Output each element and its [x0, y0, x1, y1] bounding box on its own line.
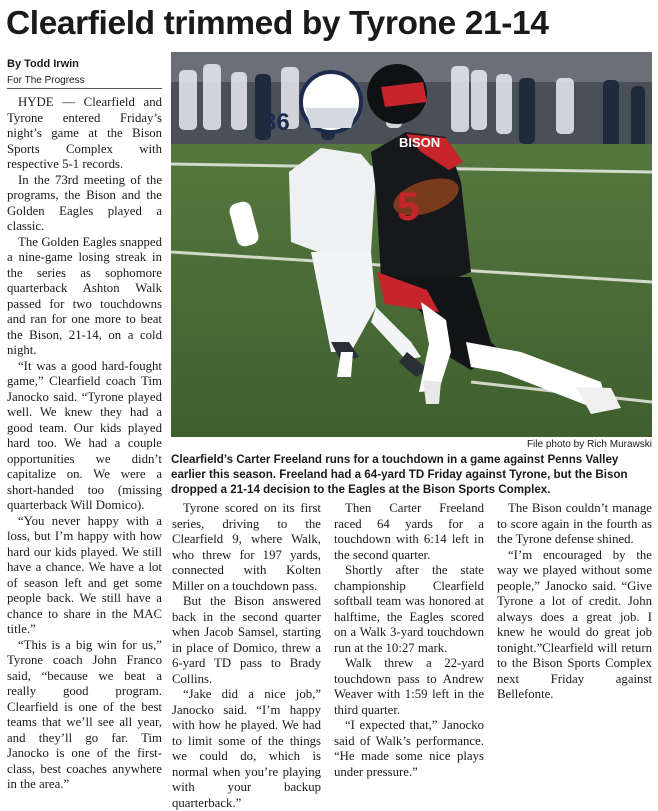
svg-text:5: 5: [397, 185, 420, 229]
paragraph: “It was a good hard-fought game,” Clearfield coach Tim Janocko said. “Tyrone played well. We knew they had a good team. Our kids played hard too. We had a couple opportunities we didn’t capitalize on. We were a short-handed too (missing quarterback Will Domico).: [7, 358, 162, 512]
paragraph: “I expected that,” Janocko said of Walk’s performance. “He made some nice plays under pressure.”: [334, 718, 484, 779]
paragraph: Then Carter Freeland raced 64 yards for a touchdown with 6:14 left in the second quarter.: [334, 501, 484, 562]
svg-text:BISON: BISON: [399, 135, 441, 150]
paragraph: HYDE — Clearfield and Tyrone entered Friday’s night’s game at the Bison Sports Complex with respective 5-1 records.: [7, 95, 162, 171]
paragraph: The Bison couldn’t manage to score again in the fourth as the Tyrone defense shined.: [497, 501, 652, 546]
photo-caption: Clearfield’s Carter Freeland runs for a touchdown in a game against Penns Valley earlier this season. Freeland had a 64-yard TD Friday against Tyrone, but the Bison dropped a 21-14 decision to the Eagles at the Bison Sports Complex.: [171, 453, 628, 496]
paragraph: Tyrone scored on its first series, driving to the Clearfield 9, where Walk, who threw for 197 yards, connected with Kolten Miller on a touchdown pass.: [172, 501, 321, 593]
paragraph: In the 73rd meeting of the programs, the Bison and the Golden Eagles played a classic.: [7, 172, 162, 233]
byline-affiliation: For The Progress: [7, 75, 85, 86]
game-photo: [171, 52, 652, 437]
paragraph: “You never happy with a loss, but I’m happy with how hard our kids played. We still have a chance. We have a lot of season left and get some people back. We still have a chance to share in the MAC title.”: [7, 513, 162, 636]
article-column-1: [7, 95, 162, 793]
paragraph: Shortly after the state championship Clearfield softball team was honored at halftime, the Eagles scored on a Walk 3-yard touchdown run at the 10:27 mark.: [334, 563, 484, 655]
article-column-2: [172, 501, 321, 811]
paragraph: “Jake did a nice job,” Janocko said. “I’m happy with how he played. We had to limit some of the things we could do, which is normal when you’re playing with your backup quarterback.”: [172, 687, 321, 810]
photo-credit: File photo by Rich Murawski: [526, 439, 652, 450]
article-column-4: [497, 501, 652, 703]
headline: Clearfield trimmed by Tyrone 21-14: [6, 5, 549, 42]
paragraph: But the Bison answered back in the second quarter when Jacob Samsel, starting in place of Domico, threw a 6-yard TD pass to Brady Collins.: [172, 594, 321, 686]
paragraph: The Golden Eagles snapped a nine-game losing streak in the series as sophomore quarterback Ashton Walk passed for two touchdowns and ran for one more to beat the Bison, 21-14, on a cold night.: [7, 234, 162, 357]
byline-rule: [7, 88, 162, 89]
paragraph: Walk threw a 22-yard touchdown pass to Andrew Weaver with 1:59 left in the third quarter.: [334, 656, 484, 717]
svg-text:36: 36: [263, 109, 290, 136]
byline: By Todd Irwin: [7, 58, 79, 70]
paragraph: “I’m encouraged by the way we played without some people,” Janocko said. “Give Tyrone a lot of credit. John always does a great job. I knew he would do great job tonight.”Clearfield will return to the Bison Sports Complex next Friday against Bellefonte.: [497, 547, 652, 701]
paragraph: “This is a big win for us,” Tyrone coach John Franco said, “because we beat a really good program. Clearfield is one of the best teams that we’ll see all year, and they’ll go far. Tim Janocko is one of the first-class, best coaches anywhere in the area.”: [7, 637, 162, 791]
article-column-3: [334, 501, 484, 780]
